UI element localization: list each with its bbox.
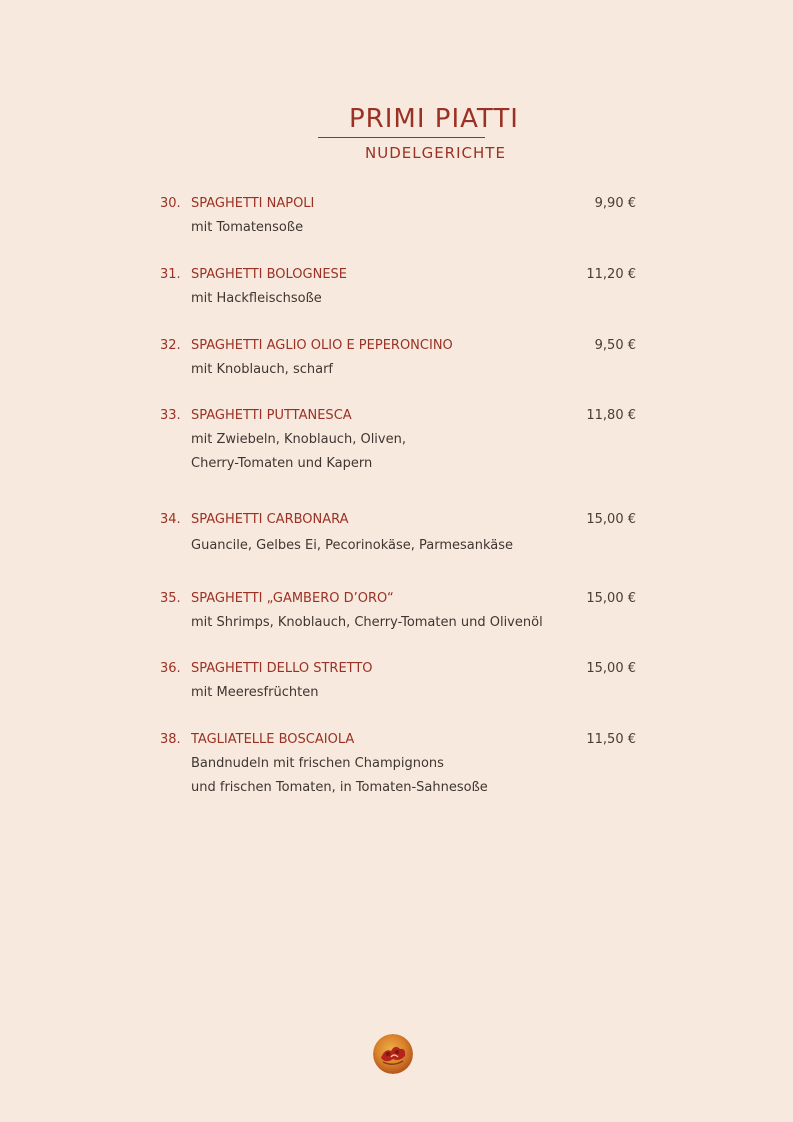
item-price: 11,80 € (586, 408, 636, 423)
item-description: Cherry-Tomaten und Kapern (191, 456, 373, 471)
item-description: mit Shrimps, Knoblauch, Cherry-Tomaten und Olivenöl (191, 615, 543, 630)
item-number: 38. (160, 732, 181, 747)
page-title: PRIMI PIATTI (349, 104, 519, 134)
item-description: mit Knoblauch, scharf (191, 362, 333, 377)
item-price: 11,20 € (586, 267, 636, 282)
page-subtitle: NUDELGERICHTE (365, 144, 506, 162)
title-divider (318, 137, 485, 138)
item-number: 34. (160, 512, 181, 527)
item-description: und frischen Tomaten, in Tomaten-Sahnesoße (191, 780, 488, 795)
item-description: Guancile, Gelbes Ei, Pecorinokäse, Parmesankäse (191, 538, 514, 553)
item-name: SPAGHETTI NAPOLI (191, 196, 315, 211)
item-number: 32. (160, 338, 181, 353)
item-number: 30. (160, 196, 181, 211)
item-name: SPAGHETTI DELLO STRETTO (191, 661, 373, 676)
item-price: 9,50 € (594, 338, 636, 353)
item-price: 11,50 € (586, 732, 636, 747)
item-price: 15,00 € (586, 661, 636, 676)
item-price: 9,90 € (594, 196, 636, 211)
item-name: SPAGHETTI AGLIO OLIO E PEPERONCINO (191, 338, 453, 353)
item-number: 31. (160, 267, 181, 282)
item-description: mit Meeresfrüchten (191, 685, 319, 700)
item-number: 36. (160, 661, 181, 676)
item-price: 15,00 € (586, 512, 636, 527)
item-name: SPAGHETTI „GAMBERO D’ORO“ (191, 591, 394, 606)
item-number: 35. (160, 591, 181, 606)
item-price: 15,00 € (586, 591, 636, 606)
item-description: mit Hackfleischsoße (191, 291, 322, 306)
item-description: Bandnudeln mit frischen Champignons (191, 756, 444, 771)
restaurant-logo-icon (373, 1034, 413, 1074)
item-description: mit Zwiebeln, Knoblauch, Oliven, (191, 432, 406, 447)
item-number: 33. (160, 408, 181, 423)
item-name: SPAGHETTI CARBONARA (191, 512, 349, 527)
item-description: mit Tomatensoße (191, 220, 304, 235)
item-name: SPAGHETTI BOLOGNESE (191, 267, 348, 282)
item-name: TAGLIATELLE BOSCAIOLA (191, 732, 355, 747)
item-name: SPAGHETTI PUTTANESCA (191, 408, 352, 423)
